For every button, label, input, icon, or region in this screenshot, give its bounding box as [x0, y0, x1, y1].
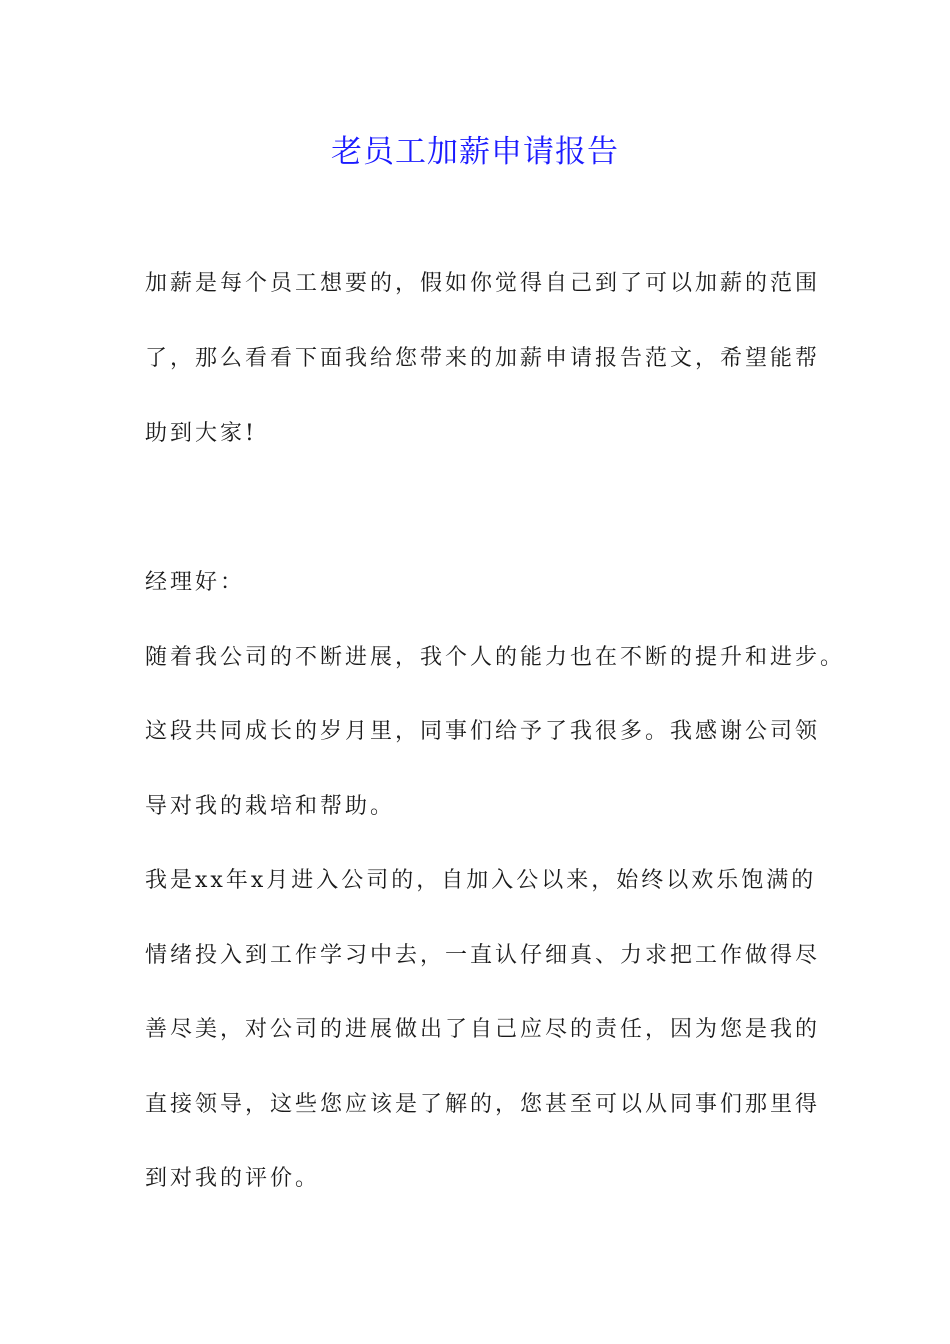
para2-line-5: 到对我的评价。 — [145, 1166, 321, 1191]
intro-line-3: 助到大家! — [145, 421, 257, 446]
para1-line-1: 随着我公司的不断进展，我个人的能力也在不断的提升和进步。 — [145, 645, 846, 670]
intro-line-1: 加薪是每个员工想要的，假如你觉得自己到了可以加薪的范围 — [145, 271, 821, 296]
para2-line-4: 直接领导，这些您应该是了解的，您甚至可以从同事们那里得 — [145, 1092, 821, 1117]
salutation: 经理好： — [145, 570, 246, 595]
para2-line-3: 善尽美，对公司的进展做出了自己应尽的责任，因为您是我的 — [145, 1017, 821, 1042]
para2-line-2: 情绪投入到工作学习中去，一直认仔细真、力求把工作做得尽 — [145, 943, 821, 968]
para1-line-3: 导对我的栽培和帮助。 — [145, 794, 396, 819]
para2-line-1: 我是xx年x月进入公司的，自加入公以来，始终以欢乐饱满的 — [145, 868, 817, 893]
para1-line-2: 这段共同成长的岁月里，同事们给予了我很多。我感谢公司领 — [145, 719, 821, 744]
intro-line-2: 了，那么看看下面我给您带来的加薪申请报告范文，希望能帮 — [145, 346, 821, 371]
document-title: 老员工加薪申请报告 — [331, 134, 619, 170]
